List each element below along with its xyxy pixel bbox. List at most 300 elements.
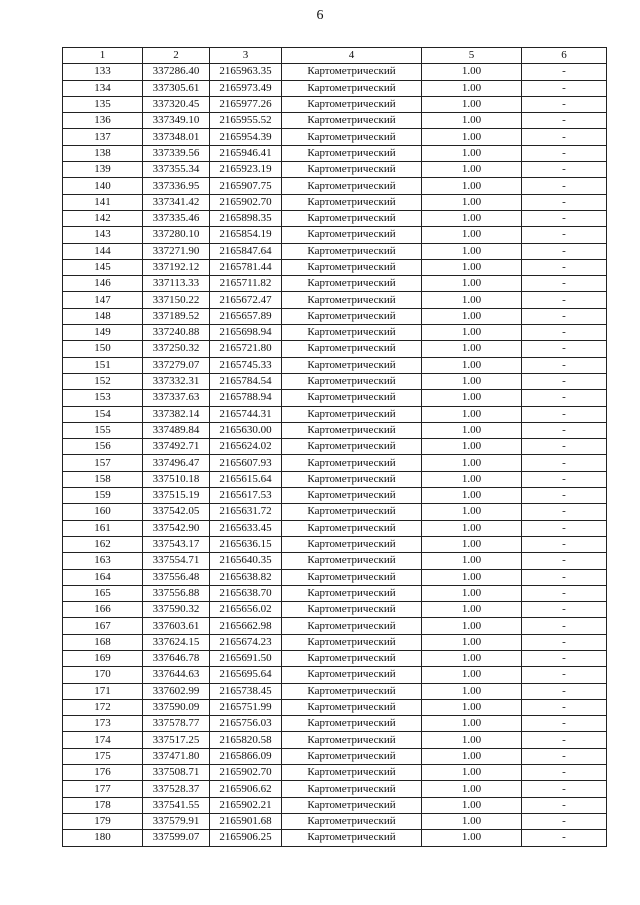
cell-point-number: 174 [63, 732, 143, 748]
cell-description: - [522, 276, 607, 292]
cell-method: Картометрический [282, 553, 422, 569]
cell-coordinate-y: 2165633.45 [210, 520, 282, 536]
cell-method: Картометрический [282, 569, 422, 585]
cell-point-number: 139 [63, 162, 143, 178]
cell-method: Картометрический [282, 243, 422, 259]
cell-coordinate-x: 337271.90 [143, 243, 210, 259]
cell-point-number: 153 [63, 390, 143, 406]
cell-coordinate-x: 337602.99 [143, 683, 210, 699]
cell-description: - [522, 194, 607, 210]
cell-description: - [522, 813, 607, 829]
cell-coordinate-y: 2165607.93 [210, 455, 282, 471]
table-row [63, 732, 607, 748]
cell-description: - [522, 178, 607, 194]
cell-description: - [522, 210, 607, 226]
cell-accuracy: 1.00 [422, 455, 522, 471]
cell-coordinate-y: 2165617.53 [210, 488, 282, 504]
table-row [63, 439, 607, 455]
cell-coordinate-y: 2165744.31 [210, 406, 282, 422]
cell-coordinate-x: 337492.71 [143, 439, 210, 455]
cell-coordinate-x: 337590.09 [143, 699, 210, 715]
cell-method: Картометрический [282, 813, 422, 829]
cell-coordinate-y: 2165781.44 [210, 259, 282, 275]
cell-method: Картометрический [282, 667, 422, 683]
cell-coordinate-x: 337320.45 [143, 96, 210, 112]
cell-description: - [522, 96, 607, 112]
cell-point-number: 143 [63, 227, 143, 243]
cell-point-number: 175 [63, 748, 143, 764]
cell-coordinate-y: 2165902.70 [210, 194, 282, 210]
cell-method: Картометрический [282, 96, 422, 112]
cell-method: Картометрический [282, 113, 422, 129]
cell-method: Картометрический [282, 80, 422, 96]
cell-point-number: 133 [63, 64, 143, 80]
cell-description: - [522, 373, 607, 389]
cell-coordinate-x: 337543.17 [143, 536, 210, 552]
cell-coordinate-x: 337590.32 [143, 602, 210, 618]
cell-accuracy: 1.00 [422, 210, 522, 226]
table-row [63, 830, 607, 846]
cell-point-number: 141 [63, 194, 143, 210]
cell-accuracy: 1.00 [422, 504, 522, 520]
column-header-5: 5 [422, 48, 522, 64]
cell-accuracy: 1.00 [422, 683, 522, 699]
cell-method: Картометрический [282, 178, 422, 194]
cell-description: - [522, 145, 607, 161]
cell-description: - [522, 308, 607, 324]
table-row [63, 243, 607, 259]
cell-method: Картометрический [282, 422, 422, 438]
cell-point-number: 147 [63, 292, 143, 308]
cell-coordinate-y: 2165847.64 [210, 243, 282, 259]
cell-point-number: 164 [63, 569, 143, 585]
cell-coordinate-y: 2165751.99 [210, 699, 282, 715]
cell-description: - [522, 585, 607, 601]
cell-coordinate-x: 337489.84 [143, 422, 210, 438]
table-row [63, 716, 607, 732]
cell-accuracy: 1.00 [422, 145, 522, 161]
table-row [63, 145, 607, 161]
cell-method: Картометрический [282, 357, 422, 373]
cell-coordinate-y: 2165636.15 [210, 536, 282, 552]
cell-coordinate-x: 337250.32 [143, 341, 210, 357]
cell-point-number: 134 [63, 80, 143, 96]
cell-coordinate-y: 2165698.94 [210, 325, 282, 341]
cell-coordinate-x: 337335.46 [143, 210, 210, 226]
cell-description: - [522, 406, 607, 422]
cell-point-number: 157 [63, 455, 143, 471]
table-row [63, 406, 607, 422]
cell-accuracy: 1.00 [422, 765, 522, 781]
cell-coordinate-y: 2165672.47 [210, 292, 282, 308]
cell-accuracy: 1.00 [422, 667, 522, 683]
cell-coordinate-y: 2165656.02 [210, 602, 282, 618]
cell-description: - [522, 716, 607, 732]
table-row [63, 488, 607, 504]
cell-point-number: 152 [63, 373, 143, 389]
cell-description: - [522, 129, 607, 145]
column-header-4: 4 [282, 48, 422, 64]
cell-coordinate-x: 337348.01 [143, 129, 210, 145]
cell-point-number: 167 [63, 618, 143, 634]
table-row [63, 259, 607, 275]
cell-point-number: 160 [63, 504, 143, 520]
cell-description: - [522, 781, 607, 797]
table-row [63, 650, 607, 666]
table-row [63, 129, 607, 145]
cell-coordinate-x: 337341.42 [143, 194, 210, 210]
cell-coordinate-y: 2165902.21 [210, 797, 282, 813]
cell-point-number: 176 [63, 765, 143, 781]
table-row [63, 699, 607, 715]
cell-method: Картометрический [282, 634, 422, 650]
cell-accuracy: 1.00 [422, 129, 522, 145]
cell-accuracy: 1.00 [422, 162, 522, 178]
table-row [63, 569, 607, 585]
cell-description: - [522, 488, 607, 504]
cell-accuracy: 1.00 [422, 830, 522, 846]
cell-description: - [522, 64, 607, 80]
cell-description: - [522, 227, 607, 243]
cell-description: - [522, 357, 607, 373]
cell-accuracy: 1.00 [422, 178, 522, 194]
cell-coordinate-y: 2165662.98 [210, 618, 282, 634]
cell-point-number: 168 [63, 634, 143, 650]
cell-accuracy: 1.00 [422, 585, 522, 601]
cell-method: Картометрический [282, 308, 422, 324]
table-row [63, 797, 607, 813]
cell-coordinate-y: 2165738.45 [210, 683, 282, 699]
cell-method: Картометрический [282, 259, 422, 275]
cell-accuracy: 1.00 [422, 716, 522, 732]
table-row [63, 471, 607, 487]
cell-accuracy: 1.00 [422, 650, 522, 666]
cell-point-number: 148 [63, 308, 143, 324]
cell-description: - [522, 504, 607, 520]
cell-accuracy: 1.00 [422, 96, 522, 112]
cell-coordinate-x: 337599.07 [143, 830, 210, 846]
cell-point-number: 162 [63, 536, 143, 552]
cell-accuracy: 1.00 [422, 781, 522, 797]
cell-coordinate-y: 2165691.50 [210, 650, 282, 666]
cell-method: Картометрический [282, 292, 422, 308]
cell-method: Картометрический [282, 488, 422, 504]
cell-point-number: 140 [63, 178, 143, 194]
table-row [63, 373, 607, 389]
cell-accuracy: 1.00 [422, 390, 522, 406]
table-row [63, 113, 607, 129]
table-row [63, 765, 607, 781]
table-body [63, 64, 607, 846]
cell-coordinate-y: 2165695.64 [210, 667, 282, 683]
table-row [63, 64, 607, 80]
cell-method: Картометрический [282, 618, 422, 634]
cell-point-number: 138 [63, 145, 143, 161]
cell-method: Картометрический [282, 129, 422, 145]
cell-coordinate-y: 2165923.19 [210, 162, 282, 178]
cell-coordinate-x: 337603.61 [143, 618, 210, 634]
cell-point-number: 149 [63, 325, 143, 341]
cell-coordinate-x: 337517.25 [143, 732, 210, 748]
cell-method: Картометрический [282, 194, 422, 210]
cell-description: - [522, 618, 607, 634]
cell-point-number: 159 [63, 488, 143, 504]
cell-point-number: 146 [63, 276, 143, 292]
cell-accuracy: 1.00 [422, 292, 522, 308]
cell-coordinate-y: 2165784.54 [210, 373, 282, 389]
cell-method: Картометрический [282, 699, 422, 715]
cell-accuracy: 1.00 [422, 618, 522, 634]
cell-coordinate-x: 337624.15 [143, 634, 210, 650]
cell-description: - [522, 569, 607, 585]
cell-coordinate-x: 337192.12 [143, 259, 210, 275]
cell-description: - [522, 732, 607, 748]
cell-description: - [522, 699, 607, 715]
cell-accuracy: 1.00 [422, 243, 522, 259]
cell-coordinate-x: 337508.71 [143, 765, 210, 781]
cell-accuracy: 1.00 [422, 699, 522, 715]
cell-description: - [522, 422, 607, 438]
cell-point-number: 145 [63, 259, 143, 275]
cell-coordinate-x: 337556.48 [143, 569, 210, 585]
cell-coordinate-y: 2165963.35 [210, 64, 282, 80]
table-row [63, 455, 607, 471]
cell-method: Картометрический [282, 325, 422, 341]
cell-point-number: 155 [63, 422, 143, 438]
cell-method: Картометрический [282, 650, 422, 666]
cell-point-number: 144 [63, 243, 143, 259]
cell-point-number: 169 [63, 650, 143, 666]
cell-description: - [522, 667, 607, 683]
cell-coordinate-y: 2165788.94 [210, 390, 282, 406]
table-row [63, 292, 607, 308]
cell-method: Картометрический [282, 830, 422, 846]
table-row [63, 162, 607, 178]
cell-point-number: 156 [63, 439, 143, 455]
table-row [63, 520, 607, 536]
cell-coordinate-x: 337189.52 [143, 308, 210, 324]
cell-description: - [522, 80, 607, 96]
table-row [63, 308, 607, 324]
cell-coordinate-y: 2165954.39 [210, 129, 282, 145]
cell-description: - [522, 471, 607, 487]
table-row [63, 602, 607, 618]
cell-point-number: 151 [63, 357, 143, 373]
cell-point-number: 163 [63, 553, 143, 569]
cell-accuracy: 1.00 [422, 373, 522, 389]
cell-coordinate-y: 2165907.75 [210, 178, 282, 194]
cell-accuracy: 1.00 [422, 748, 522, 764]
cell-method: Картометрический [282, 341, 422, 357]
cell-accuracy: 1.00 [422, 634, 522, 650]
column-header-2: 2 [143, 48, 210, 64]
cell-coordinate-x: 337332.31 [143, 373, 210, 389]
table-row [63, 227, 607, 243]
cell-coordinate-y: 2165906.62 [210, 781, 282, 797]
cell-description: - [522, 553, 607, 569]
cell-coordinate-y: 2165638.82 [210, 569, 282, 585]
cell-description: - [522, 650, 607, 666]
table-row [63, 553, 607, 569]
cell-coordinate-x: 337349.10 [143, 113, 210, 129]
cell-point-number: 135 [63, 96, 143, 112]
table-row [63, 96, 607, 112]
cell-accuracy: 1.00 [422, 553, 522, 569]
cell-coordinate-y: 2165756.03 [210, 716, 282, 732]
cell-method: Картометрический [282, 373, 422, 389]
cell-coordinate-x: 337305.61 [143, 80, 210, 96]
cell-coordinate-y: 2165973.49 [210, 80, 282, 96]
cell-description: - [522, 292, 607, 308]
header-row [63, 48, 607, 64]
cell-description: - [522, 162, 607, 178]
cell-coordinate-x: 337579.91 [143, 813, 210, 829]
cell-accuracy: 1.00 [422, 259, 522, 275]
coordinates-table [62, 47, 607, 847]
cell-coordinate-y: 2165640.35 [210, 553, 282, 569]
cell-coordinate-x: 337471.80 [143, 748, 210, 764]
cell-accuracy: 1.00 [422, 797, 522, 813]
cell-description: - [522, 390, 607, 406]
cell-coordinate-y: 2165955.52 [210, 113, 282, 129]
cell-description: - [522, 602, 607, 618]
cell-coordinate-y: 2165630.00 [210, 422, 282, 438]
cell-point-number: 180 [63, 830, 143, 846]
cell-coordinate-x: 337556.88 [143, 585, 210, 601]
table-row [63, 781, 607, 797]
table-row [63, 390, 607, 406]
cell-accuracy: 1.00 [422, 422, 522, 438]
cell-coordinate-y: 2165674.23 [210, 634, 282, 650]
cell-description: - [522, 536, 607, 552]
cell-description: - [522, 830, 607, 846]
table-row [63, 178, 607, 194]
column-header-6: 6 [522, 48, 607, 64]
table-row [63, 618, 607, 634]
cell-method: Картометрический [282, 439, 422, 455]
column-header-3: 3 [210, 48, 282, 64]
cell-description: - [522, 455, 607, 471]
cell-coordinate-y: 2165711.82 [210, 276, 282, 292]
table-row [63, 194, 607, 210]
cell-description: - [522, 797, 607, 813]
table-row [63, 748, 607, 764]
cell-coordinate-y: 2165615.64 [210, 471, 282, 487]
cell-accuracy: 1.00 [422, 308, 522, 324]
cell-method: Картометрический [282, 227, 422, 243]
cell-point-number: 166 [63, 602, 143, 618]
cell-point-number: 179 [63, 813, 143, 829]
cell-coordinate-x: 337355.34 [143, 162, 210, 178]
cell-point-number: 158 [63, 471, 143, 487]
cell-coordinate-y: 2165638.70 [210, 585, 282, 601]
cell-description: - [522, 243, 607, 259]
cell-coordinate-x: 337286.40 [143, 64, 210, 80]
cell-accuracy: 1.00 [422, 732, 522, 748]
cell-coordinate-x: 337578.77 [143, 716, 210, 732]
cell-coordinate-x: 337542.05 [143, 504, 210, 520]
table-header [63, 48, 607, 64]
cell-method: Картометрический [282, 732, 422, 748]
cell-point-number: 137 [63, 129, 143, 145]
table-row [63, 504, 607, 520]
cell-coordinate-x: 337554.71 [143, 553, 210, 569]
cell-description: - [522, 748, 607, 764]
table-row [63, 585, 607, 601]
table-row [63, 813, 607, 829]
table-row [63, 80, 607, 96]
cell-accuracy: 1.00 [422, 325, 522, 341]
cell-method: Картометрический [282, 536, 422, 552]
cell-point-number: 154 [63, 406, 143, 422]
cell-description: - [522, 683, 607, 699]
cell-coordinate-y: 2165946.41 [210, 145, 282, 161]
cell-method: Картометрический [282, 748, 422, 764]
cell-coordinate-y: 2165721.80 [210, 341, 282, 357]
cell-method: Картометрический [282, 683, 422, 699]
cell-method: Картометрический [282, 162, 422, 178]
cell-description: - [522, 341, 607, 357]
cell-method: Картометрический [282, 276, 422, 292]
table-row [63, 341, 607, 357]
cell-coordinate-y: 2165657.89 [210, 308, 282, 324]
cell-coordinate-y: 2165977.26 [210, 96, 282, 112]
cell-accuracy: 1.00 [422, 602, 522, 618]
cell-description: - [522, 765, 607, 781]
cell-coordinate-y: 2165898.35 [210, 210, 282, 226]
cell-method: Картометрический [282, 520, 422, 536]
cell-coordinate-x: 337280.10 [143, 227, 210, 243]
cell-coordinate-y: 2165820.58 [210, 732, 282, 748]
cell-coordinate-x: 337528.37 [143, 781, 210, 797]
table-row [63, 325, 607, 341]
cell-method: Картометрический [282, 145, 422, 161]
cell-coordinate-x: 337542.90 [143, 520, 210, 536]
cell-accuracy: 1.00 [422, 813, 522, 829]
cell-point-number: 161 [63, 520, 143, 536]
cell-coordinate-x: 337646.78 [143, 650, 210, 666]
table-row [63, 634, 607, 650]
cell-description: - [522, 259, 607, 275]
cell-description: - [522, 113, 607, 129]
cell-coordinate-y: 2165902.70 [210, 765, 282, 781]
cell-coordinate-x: 337279.07 [143, 357, 210, 373]
cell-accuracy: 1.00 [422, 488, 522, 504]
cell-coordinate-x: 337337.63 [143, 390, 210, 406]
cell-coordinate-y: 2165624.02 [210, 439, 282, 455]
cell-accuracy: 1.00 [422, 227, 522, 243]
cell-accuracy: 1.00 [422, 276, 522, 292]
cell-accuracy: 1.00 [422, 471, 522, 487]
cell-method: Картометрический [282, 797, 422, 813]
cell-point-number: 136 [63, 113, 143, 129]
cell-accuracy: 1.00 [422, 341, 522, 357]
cell-method: Картометрический [282, 781, 422, 797]
cell-point-number: 178 [63, 797, 143, 813]
cell-coordinate-x: 337644.63 [143, 667, 210, 683]
cell-description: - [522, 520, 607, 536]
cell-method: Картометрический [282, 504, 422, 520]
cell-description: - [522, 325, 607, 341]
cell-accuracy: 1.00 [422, 520, 522, 536]
cell-description: - [522, 634, 607, 650]
cell-coordinate-x: 337150.22 [143, 292, 210, 308]
cell-coordinate-y: 2165631.72 [210, 504, 282, 520]
cell-coordinate-x: 337382.14 [143, 406, 210, 422]
cell-coordinate-x: 337510.18 [143, 471, 210, 487]
table-row [63, 667, 607, 683]
cell-accuracy: 1.00 [422, 64, 522, 80]
